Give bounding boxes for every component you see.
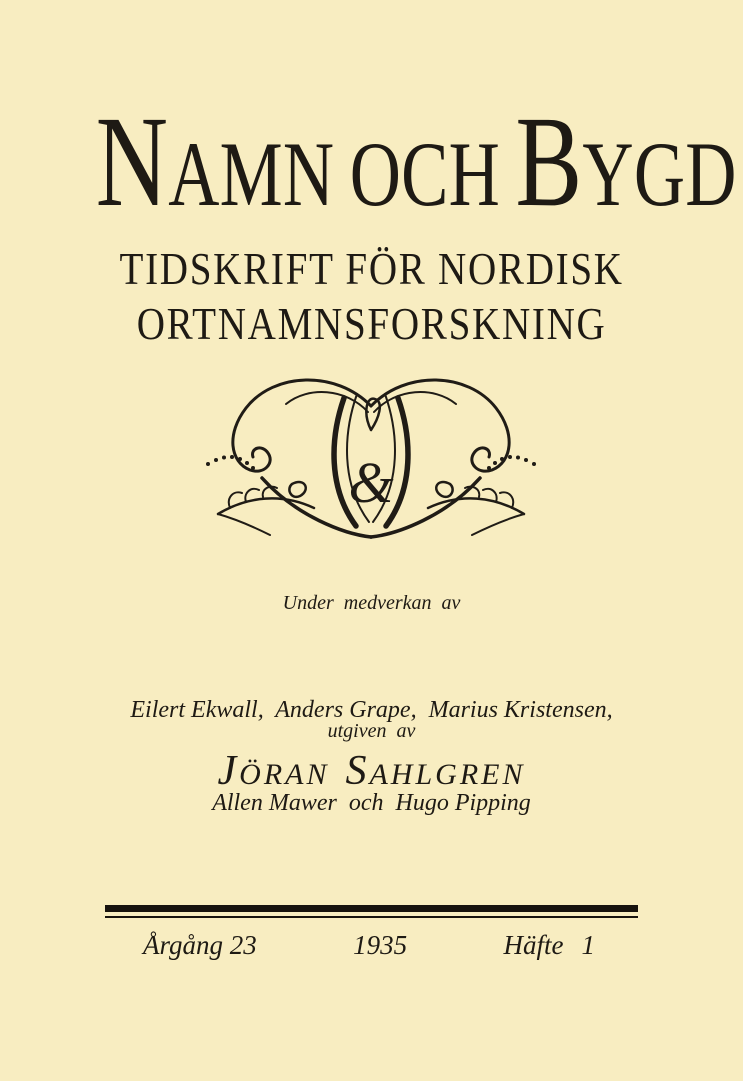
imprint-volume: Årgång 23	[143, 930, 257, 960]
imprint-year: 1935	[353, 930, 408, 960]
subtitle-line-1: TIDSKRIFT FÖR NORDISK	[119, 243, 624, 294]
publisher-name	[0, 748, 743, 794]
publisher-intro: utgiven av	[327, 720, 416, 742]
title-word-och: OCH	[349, 123, 501, 225]
publisher-rest-oran: ÖRAN	[239, 758, 330, 791]
title-rest-amn: AMN	[168, 123, 335, 225]
subtitle-line-2: ORTNAMNSFORSKNING	[136, 298, 607, 349]
title-initial-b: B	[515, 90, 583, 234]
publisher-initial-j: J	[217, 748, 240, 794]
divider-rule-thick	[105, 905, 638, 912]
contributors-line-1: Eilert Ekwall, Anders Grape, Marius Kristensen,	[130, 697, 613, 723]
imprint-issue-number: 1	[581, 930, 595, 960]
contributors-intro: Under medverkan av	[282, 592, 461, 614]
subtitle	[0, 241, 743, 351]
page-title	[0, 90, 743, 234]
monogram-ornament	[196, 366, 546, 548]
contributors-line-2: Allen Mawer och Hugo Pipping	[212, 790, 531, 816]
title-initial-n: N	[95, 90, 169, 234]
publisher-rest-ahlgren: AHLGREN	[369, 758, 526, 791]
imprint-row	[143, 930, 595, 961]
page-title-text	[95, 90, 737, 234]
divider-rule-thin	[105, 916, 638, 918]
publisher-initial-s: S	[345, 748, 370, 794]
subtitle-lines	[119, 241, 623, 351]
title-rest-ygd: YGD	[582, 123, 737, 225]
imprint-issue	[504, 930, 596, 961]
imprint-issue-label: Häfte	[503, 930, 564, 960]
ornament-ampersand: &	[348, 450, 394, 515]
